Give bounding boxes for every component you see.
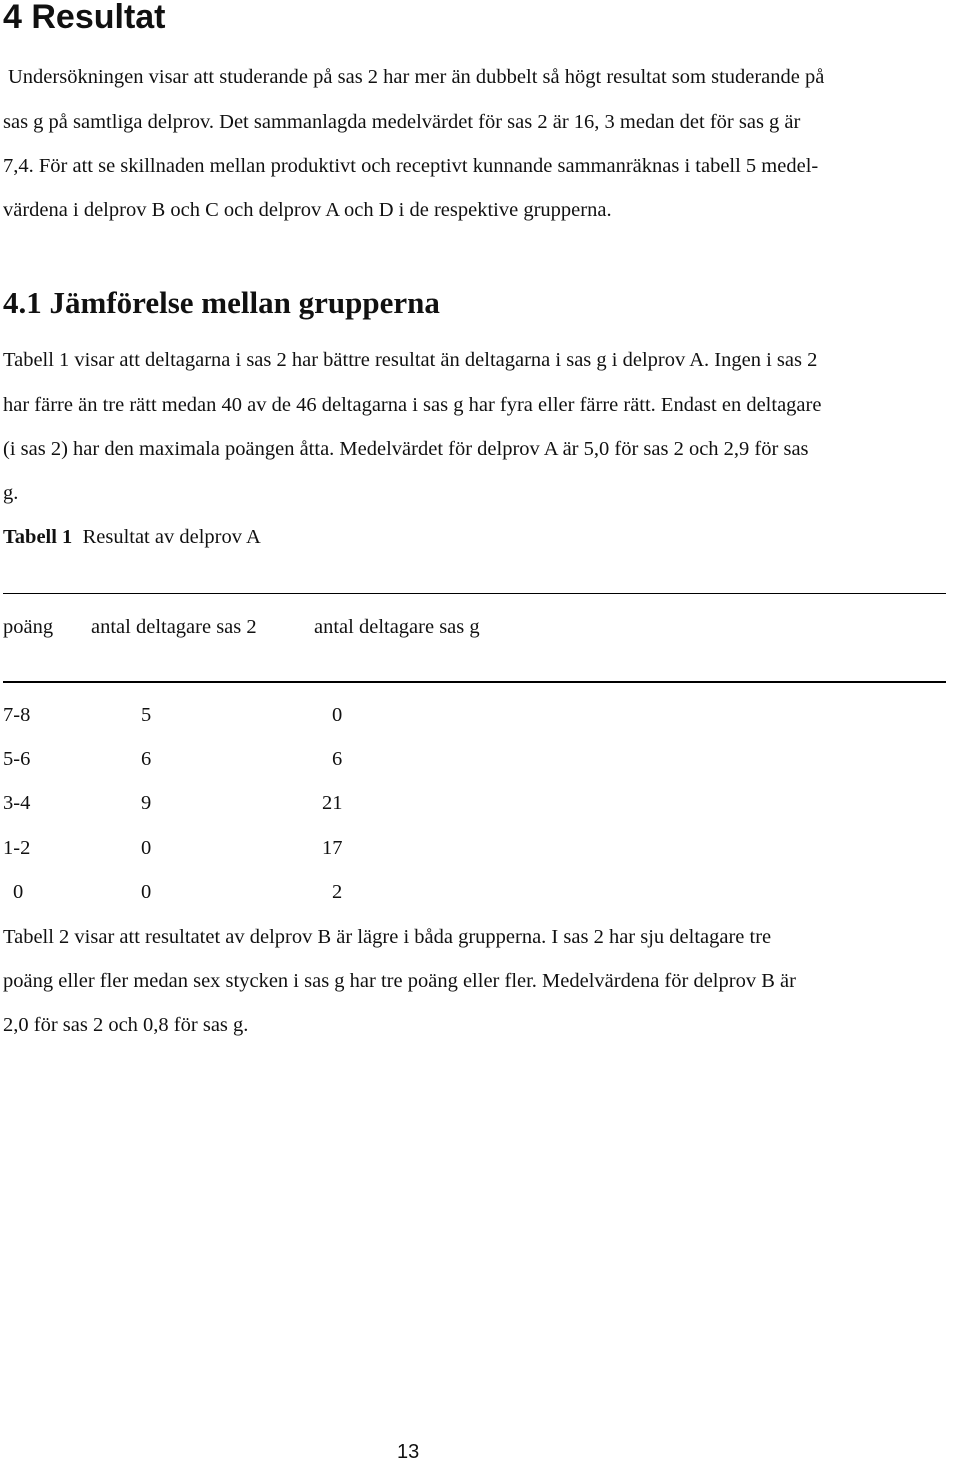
paragraph-line: poäng eller fler medan sex stycken i sas g har tre poäng eller fler. Medelvärdena för delprov B är — [3, 970, 796, 992]
table-cell-score: 7-8 — [3, 704, 31, 726]
intro-line: värdena i delprov B och C och delprov A och D i de respektive grupperna. — [3, 199, 612, 221]
section-title: 4 Resultat — [3, 0, 166, 36]
paragraph-line: g. — [3, 482, 19, 504]
table-cell-score: 5-6 — [3, 748, 31, 770]
table-cell-sas2: 6 — [141, 748, 152, 770]
table-cell-sas2: 0 — [141, 837, 152, 859]
table-caption-label: Tabell 1 — [3, 526, 73, 548]
table-cell-sasg: 17 — [322, 837, 343, 859]
table-cell-sasg: 21 — [322, 792, 343, 814]
table-header-cell: antal deltagare sas g — [314, 616, 480, 638]
table-header-cell: poäng — [3, 616, 54, 638]
paragraph-line: har färre än tre rätt medan 40 av de 46 deltagarna i sas g har fyra eller färre rätt. Endast en deltagare — [3, 394, 822, 416]
table-cell-sas2: 5 — [141, 704, 152, 726]
table-caption — [3, 525, 261, 549]
table-cell-sasg: 2 — [332, 881, 343, 903]
page-number: 13 — [397, 1441, 420, 1463]
paragraph-line: 2,0 för sas 2 och 0,8 för sas g. — [3, 1014, 249, 1036]
table-cell-score: 3-4 — [3, 792, 31, 814]
subsection-title: 4.1 Jämförelse mellan grupperna — [3, 285, 440, 320]
table-header-cell: antal deltagare sas 2 — [91, 616, 257, 638]
intro-line: Undersökningen visar att studerande på sas 2 har mer än dubbelt så högt resultat som studerande på — [8, 66, 825, 88]
table-top-rule — [3, 593, 946, 594]
intro-line: sas g på samtliga delprov. Det sammanlagda medelvärdet för sas 2 är 16, 3 medan det för sas g är — [3, 111, 801, 133]
table-cell-score: 0 — [13, 881, 24, 903]
table-cell-sas2: 0 — [141, 881, 152, 903]
intro-line: 7,4. För att se skillnaden mellan produktivt och receptivt kunnande sammanräknas i tabell 5 medel- — [3, 155, 819, 177]
table-cell-sas2: 9 — [141, 792, 152, 814]
paragraph-line: Tabell 1 visar att deltagarna i sas 2 har bättre resultat än deltagarna i sas g i delprov A. Ingen i sas 2 — [3, 349, 818, 371]
table-cell-sasg: 6 — [332, 748, 343, 770]
table-cell-score: 1-2 — [3, 837, 31, 859]
table-cell-sasg: 0 — [332, 704, 343, 726]
paragraph-line: Tabell 2 visar att resultatet av delprov B är lägre i båda grupperna. I sas 2 har sju deltagare tre — [3, 926, 772, 948]
table-header-rule — [3, 681, 946, 683]
table-caption-text: Resultat av delprov A — [82, 526, 261, 548]
paragraph-line: (i sas 2) har den maximala poängen åtta. Medelvärdet för delprov A är 5,0 för sas 2 och 2,9 för sas — [3, 438, 809, 460]
